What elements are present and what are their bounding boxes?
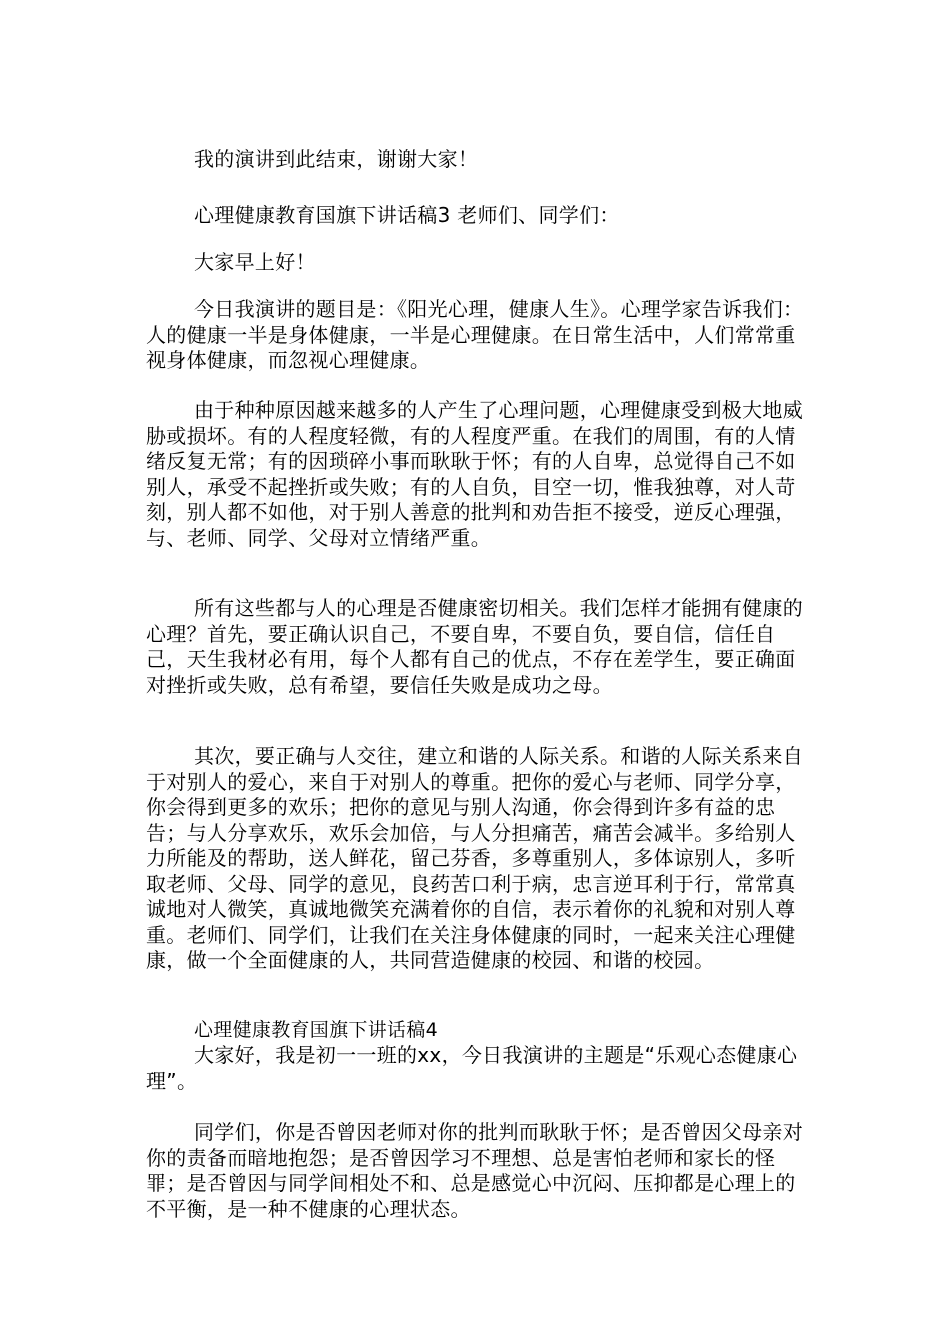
paragraph-topic: 今日我演讲的题目是：《阳光心理，健康人生》。心理学家告诉我们：人的健康一半是身体健康，一半是心理健康。在日常生活中，人们常常重视身体健康，而忽视心理健康。 bbox=[146, 297, 804, 372]
paragraph-self-awareness: 所有这些都与人的心理是否健康密切相关。我们怎样才能拥有健康的心理？首先，要正确认识自己，不要自卑，不要自负，要自信，信任自己，天生我材必有用，每个人都有自己的优点，不存在差学生，要正确面对挫折或失败，总有希望，要信任失败是成功之母。 bbox=[146, 596, 803, 697]
paragraph-intro: 大家好，我是初一一班的xx，今日我演讲的主题是“乐观心态健康心理”。 bbox=[146, 1043, 798, 1093]
paragraph-relationships: 其次，要正确与人交往，建立和谐的人际关系。和谐的人际关系来自于对别人的爱心，来自于对别人的尊重。把你的爱心与老师、同学分享，你会得到更多的欢乐；把你的意见与别人沟通，你会得到许多有益的忠告；与人分享欢乐，欢乐会加倍，与人分担痛苦，痛苦会减半。多给别人力所能及的帮助，送人鲜花，留己芬香，多尊重别人，多体谅别人，多听取老师、父母、同学的意见，良药苦口利于病，忠言逆耳利于行，常常真诚地对人微笑，真诚地微笑充满着你的自信，表示着你的礼貌和对别人尊重。老师们、同学们，让我们在关注身体健康的同时，一起来关注心理健康，做一个全面健康的人，共同营造健康的校园、和谐的校园。 bbox=[146, 744, 803, 972]
greeting: 大家早上好！ bbox=[194, 250, 316, 274]
paragraph-questions: 同学们，你是否曾因老师对你的批判而耿耿于怀；是否曾因父母亲对你的责备而暗地抱怨；是否曾因学习不理想、总是害怕老师和家长的怪罪；是否曾因与同学间相处不和、总是感觉心中沉闷、压抑都是心理上的不平衡，是一种不健康的心理状态。 bbox=[146, 1120, 803, 1221]
section-heading-3: 心理健康教育国旗下讲话稿3 老师们、同学们： bbox=[194, 203, 620, 227]
closing-remark: 我的演讲到此结束，谢谢大家！ bbox=[194, 147, 479, 171]
section-heading-4: 心理健康教育国旗下讲话稿4 bbox=[194, 1019, 438, 1041]
paragraph-problems: 由于种种原因越来越多的人产生了心理问题，心理健康受到极大地威胁或损坏。有的人程度轻微，有的人程度严重。在我们的周围，有的人情绪反复无常；有的因琐碎小事而耿耿于怀；有的人自卑，总觉得自己不如别人，承受不起挫折或失败；有的人自负，目空一切，惟我独尊，对人苛刻，别人都不如他，对于别人善意的批判和劝告拒不接受，逆反心理强，与、老师、同学、父母对立情绪严重。 bbox=[146, 398, 803, 550]
